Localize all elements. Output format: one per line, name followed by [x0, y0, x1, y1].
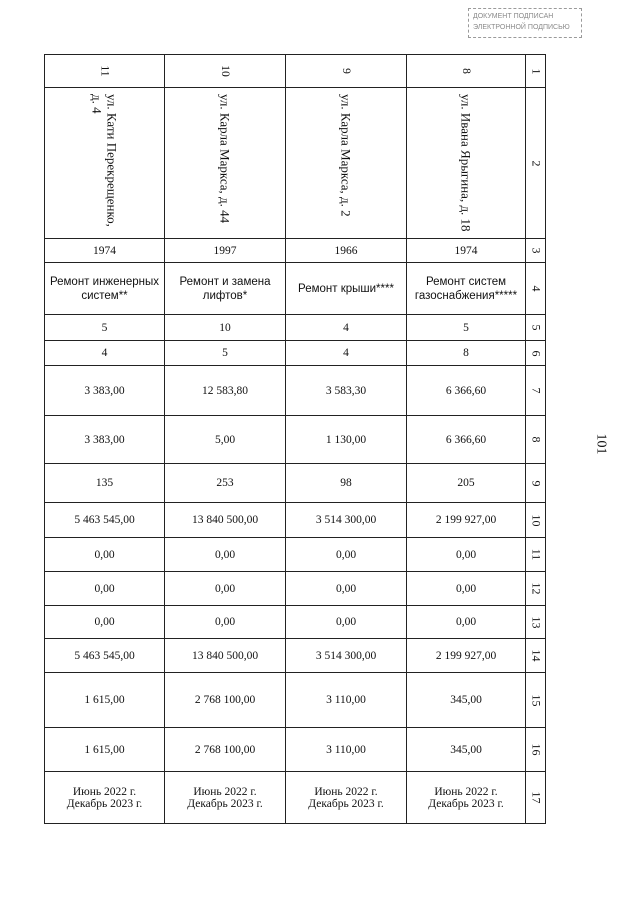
row-number: 9 [526, 464, 546, 503]
value-cell: 5 463 545,00 [45, 503, 165, 538]
year-cell: 1974 [45, 239, 165, 263]
value-cell: 2 199 927,00 [407, 639, 526, 673]
value-cell: 12 583,80 [165, 366, 286, 416]
year-cell: 1966 [286, 239, 407, 263]
page-number: 101 [593, 433, 609, 455]
table-row [45, 416, 546, 464]
value-cell: 345,00 [407, 728, 526, 772]
value-cell: 3 110,00 [286, 728, 407, 772]
value-cell: 0,00 [286, 606, 407, 639]
value-cell: 3 583,30 [286, 366, 407, 416]
value-cell: 0,00 [45, 538, 165, 572]
value-cell: 3 383,00 [45, 366, 165, 416]
table-row [45, 239, 546, 263]
work-type-cell: Ремонт крыши**** [286, 263, 407, 315]
row-number: 14 [526, 639, 546, 673]
year-cell: 1997 [165, 239, 286, 263]
row-number: 13 [526, 606, 546, 639]
column-index: 8 [407, 55, 526, 88]
period-cell: Июнь 2022 г. Декабрь 2023 г. [45, 772, 165, 824]
value-cell: 5 [165, 341, 286, 366]
work-type-cell: Ремонт систем газоснабжения***** [407, 263, 526, 315]
value-cell: 0,00 [286, 538, 407, 572]
table-row [45, 55, 546, 88]
row-number: 11 [526, 538, 546, 572]
table-row [45, 341, 546, 366]
stamp-line-2: ЭЛЕКТРОННОЙ ПОДПИСЬЮ [473, 24, 570, 31]
repair-schedule-table [44, 54, 546, 824]
stamp-line-1: ДОКУМЕНТ ПОДПИСАН [473, 13, 554, 20]
value-cell: 0,00 [165, 572, 286, 606]
value-cell: 5 [45, 315, 165, 341]
value-cell: 0,00 [286, 572, 407, 606]
table-row [45, 673, 546, 728]
column-index: 9 [286, 55, 407, 88]
value-cell: 0,00 [165, 606, 286, 639]
value-cell: 3 383,00 [45, 416, 165, 464]
year-cell: 1974 [407, 239, 526, 263]
table-row [45, 263, 546, 315]
period-cell: Июнь 2022 г. Декабрь 2023 г. [407, 772, 526, 824]
value-cell: 0,00 [407, 572, 526, 606]
table-row [45, 639, 546, 673]
period-cell: Июнь 2022 г. Декабрь 2023 г. [165, 772, 286, 824]
row-number: 4 [526, 263, 546, 315]
address-cell: ул. Ивана Ярыгина, д. 18 [407, 88, 526, 239]
work-type-cell: Ремонт инженерных систем** [45, 263, 165, 315]
row-number: 2 [526, 88, 546, 239]
table-row [45, 315, 546, 341]
value-cell: 0,00 [407, 606, 526, 639]
table-row [45, 606, 546, 639]
value-cell: 2 768 100,00 [165, 728, 286, 772]
value-cell: 253 [165, 464, 286, 503]
value-cell: 4 [286, 315, 407, 341]
value-cell: 205 [407, 464, 526, 503]
signature-stamp [468, 8, 582, 38]
value-cell: 3 110,00 [286, 673, 407, 728]
value-cell: 4 [286, 341, 407, 366]
table-row [45, 572, 546, 606]
table-row [45, 538, 546, 572]
row-number: 12 [526, 572, 546, 606]
value-cell: 345,00 [407, 673, 526, 728]
table-row [45, 772, 546, 824]
table-row [45, 464, 546, 503]
table-row [45, 728, 546, 772]
value-cell: 10 [165, 315, 286, 341]
work-type-cell: Ремонт и замена лифтов* [165, 263, 286, 315]
value-cell: 13 840 500,00 [165, 639, 286, 673]
value-cell: 6 366,60 [407, 416, 526, 464]
value-cell: 1 130,00 [286, 416, 407, 464]
table-row [45, 503, 546, 538]
row-number: 7 [526, 366, 546, 416]
value-cell: 2 199 927,00 [407, 503, 526, 538]
row-number: 5 [526, 315, 546, 341]
row-number: 10 [526, 503, 546, 538]
period-cell: Июнь 2022 г. Декабрь 2023 г. [286, 772, 407, 824]
column-index: 10 [165, 55, 286, 88]
address-cell: ул. Карла Маркса, д. 44 [165, 88, 286, 239]
value-cell: 0,00 [45, 606, 165, 639]
value-cell: 135 [45, 464, 165, 503]
value-cell: 3 514 300,00 [286, 639, 407, 673]
row-number: 3 [526, 239, 546, 263]
value-cell: 0,00 [407, 538, 526, 572]
value-cell: 5 463 545,00 [45, 639, 165, 673]
value-cell: 2 768 100,00 [165, 673, 286, 728]
value-cell: 0,00 [45, 572, 165, 606]
table-row [45, 366, 546, 416]
value-cell: 5,00 [165, 416, 286, 464]
row-number: 16 [526, 728, 546, 772]
column-index: 11 [45, 55, 165, 88]
value-cell: 1 615,00 [45, 673, 165, 728]
value-cell: 98 [286, 464, 407, 503]
value-cell: 5 [407, 315, 526, 341]
value-cell: 0,00 [165, 538, 286, 572]
value-cell: 13 840 500,00 [165, 503, 286, 538]
row-number: 1 [526, 55, 546, 88]
address-cell: ул. Кати Перекрещенко, д. 4 [45, 88, 165, 239]
address-cell: ул. Карла Маркса, д. 2 [286, 88, 407, 239]
value-cell: 3 514 300,00 [286, 503, 407, 538]
value-cell: 1 615,00 [45, 728, 165, 772]
row-number: 17 [526, 772, 546, 824]
row-number: 15 [526, 673, 546, 728]
value-cell: 6 366,60 [407, 366, 526, 416]
value-cell: 8 [407, 341, 526, 366]
row-number: 6 [526, 341, 546, 366]
row-number: 8 [526, 416, 546, 464]
value-cell: 4 [45, 341, 165, 366]
table-row [45, 88, 546, 239]
